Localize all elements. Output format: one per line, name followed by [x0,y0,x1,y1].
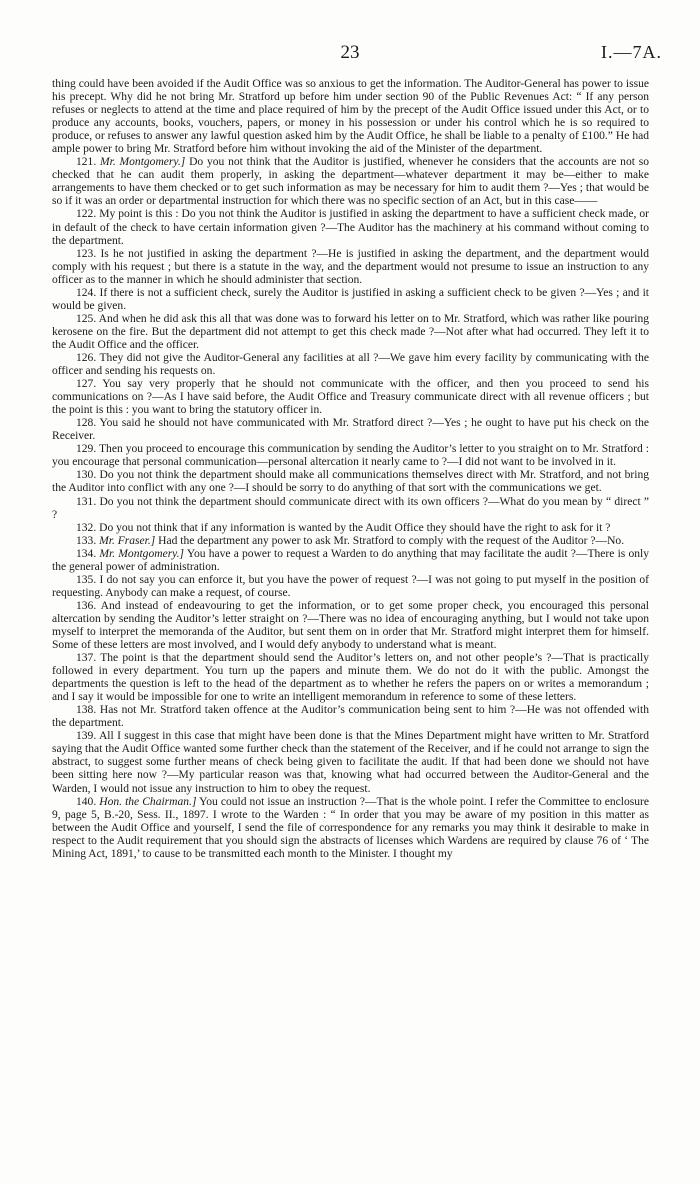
question-paragraph [52,574,649,600]
question-paragraph [52,248,649,287]
question-paragraph [52,796,649,861]
paragraph-text: You say very properly that he should not communicate with the officer, and then you proceed to send his communications on ?—As I have said before, the Audit Office and Treasury communicate direct with all revenue officers ; but the point is this : you want to bring the statutory officer in. [52,378,649,417]
question-number: 121. [76,156,97,169]
question-paragraph [52,535,649,548]
question-number: 131. [76,495,97,508]
paragraph-text: Then you proceed to encourage this communication by sending the Auditor’s letter to you straight on to Mr. Stratford : you encourage that personal communication—personal altercation it nearly came to ?—I did not want to be involved in it. [52,443,649,469]
speaker-label: Mr. Montgomery.] [100,156,186,169]
paragraph-text: You said he should not have communicated with Mr. Stratford direct ?—Yes ; he ought to have put his check on the Receiver. [52,417,649,443]
question-paragraph [52,469,649,495]
question-paragraph [52,378,649,417]
paragraph-text: They did not give the Auditor-General any facilities at all ?—We gave him every facility by communicating with the officer and sending his requests on. [52,351,649,378]
question-number: 138. [76,704,97,717]
speaker-label: Hon. the Chairman.] [99,795,197,808]
question-number: 124. [76,286,97,299]
paragraph-text: All I suggest in this case that might have been done is that the Mines Department might have written to Mr. Stratford saying that the Audit Office wanted some further check than the statement of the Receiver, and if he could not arrange to sign the abstract, to suggest some further means of check being given to facilitate the audit. If that had been done we should not have been sitting here now ?—My particular reason was that, knowing what had occurred between the Auditor-General and the Warden, I would not issue any instruction to him to obey the request. [52,730,650,795]
paragraph-text: Has not Mr. Stratford taken offence at the Auditor’s communication being sent to him ?—He was not offended with the department. [52,704,650,730]
question-paragraph [52,443,649,469]
question-paragraph [52,704,649,730]
question-number: 125. [76,312,97,325]
question-paragraph [52,287,649,313]
question-number: 132. [76,521,97,534]
question-paragraph [52,417,649,443]
question-number: 137. [76,652,97,665]
paragraph-text: Do you not think the department should communicate direct with its own officers ?—What do you mean by “ direct ” ? [52,495,649,521]
question-number: 130. [76,469,97,482]
question-paragraph [52,548,649,574]
paragraph-text: The point is that the department should send the Auditor’s letters on, and not other people’s ?—That is practically followed in every department. You turn up the papers and minute them. We do not do it with the public. Amongst the departments the question is left to the head of the department as to whether he refers the papers on or writes a memorandum ; and I say it would be impossible for one to write an intelligent memorandum in reference to some of these letters. [52,652,649,704]
question-number: 126. [76,351,97,364]
paragraph-text: thing could have been avoided if the Audit Office was so anxious to get the information. The Auditor-General has power to issue his precept. Why did he not bring Mr. Stratford up before him under section 90 of the Public Revenues Act: “ If any person refuses or neglects to attend at the time and place required of him by the precept of the Audit Office issued under this Act, or to produce any accounts, books, vouchers, papers, or money in his possession or under his control which he is so required to produce, or refuses to answer any lawful question asked him by the Audit Office, he shall be liable to a penalty of £100.” He had ample power to bring Mr. Stratford before him without invoking the aid of the Minister of the department. [52,78,649,156]
transcript-body [52,78,649,861]
question-paragraph [52,522,649,535]
paragraph-text: Do you not think the department should make all communications themselves direct with Mr. Stratford, and not bring the Auditor into conflict with any one ?—I should be sorry to do anything of that sort with the communications we get. [52,469,649,495]
question-paragraph [52,730,649,795]
question-number: 139. [76,730,97,743]
question-number: 133. [76,534,97,547]
paragraph-text: If there is not a sufficient check, surely the Auditor is justified in asking a sufficient check to be given ?—Yes ; and it would be given. [52,286,649,312]
paragraph-text: You could not issue an instruction ?—That is the whole point. I refer the Committee to enclosure 9, page 5, B.-20, Sess. II., 1897. I wrote to the Warden : “ In order that you may be aware of my position in this matter as between the Audit Office and yourself, I send the file of correspondence for any remarks you may think it desirable to make in respect to the Audit requirement that you should sign the abstracts of licenses which Wardens are required by clause 76 of ‘ The Mining Act, 1891,’ to cause to be transmitted each month to the Minister. I thought my [52,795,650,860]
question-number: 123. [76,247,97,260]
question-number: 127. [76,378,97,391]
paragraph-text: Do you not think that if any information is wanted by the Audit Office they should have the right to ask for it ? [99,521,611,534]
paragraph-text: Is he not justified in asking the department ?—He is justified in asking the department, and the department would comply with his request ; but there is a statute in the way, and the department would not presume to issue an instruction to any officer as to the manner in which he should administer that section. [52,247,649,286]
question-number: 129. [76,443,97,456]
paragraph-text: You have a power to request a Warden to do anything that may facilitate the audit ?—There is only the general power of administration. [52,547,649,573]
question-paragraph [52,352,649,378]
question-number: 122. [76,208,97,221]
question-number: 135. [76,573,97,586]
question-paragraph [52,156,649,208]
question-paragraph [52,600,649,652]
speaker-label: Mr. Fraser.] [99,534,156,547]
question-number: 128. [76,417,97,430]
paragraph-text: Had the department any power to ask Mr. Stratford to comply with the request of the Auditor ?—No. [158,534,625,547]
paragraph-text: I do not say you can enforce it, but you have the power of request ?—I was not going to put myself in the position of requesting. Anybody can make a request, of course. [52,573,649,599]
question-paragraph [52,652,649,704]
page-number: 23 [340,42,360,63]
question-paragraph [52,313,649,352]
paragraph-text: And instead of endeavouring to get the information, or to get some proper check, you encouraged this personal altercation by sending the Auditor’s letter straight on ?—There was no idea of encouraging anything, but I would not take upon myself to interpret the memoranda of the Auditor, but sent them on in order that Mr. Stratford might interpret them for himself. Some of these letters are most involved, and I would defy anybody to understand what is meant. [52,599,649,652]
question-number: 134. [76,547,97,560]
continued-paragraph [52,78,649,156]
paragraph-text: And when he did ask this all that was done was to forward his letter on to Mr. Stratford, which was rather like pouring kerosene on the fire. But the department did not attempt to get this check made ?—Not after what had occurred. They left it to the Audit Office and the officer. [52,312,649,351]
paragraph-text: Do you not think that the Auditor is justified, whenever he considers that the accounts are not so checked that he can audit them properly, in asking the department—whatever department it may be—either to make arrangements to have them checked or to get such information as may be necessary for him to audit them ?—Yes ; that would be so if it was an order or departmental instruction for which there was no specific section of an Act, but in this case—— [52,156,649,208]
question-number: 136. [76,599,97,612]
question-paragraph [52,208,649,247]
document-reference: I.—7A. [601,42,662,62]
speaker-label: Mr. Montgomery.] [99,547,185,560]
paragraph-text: My point is this : Do you not think the Auditor is justified in asking the department to have a sufficient check made, or in default of the check to have certain information given ?—The Auditor has the machinery at his command without coming to the department. [52,208,650,247]
page-header [0,42,700,66]
question-number: 140. [76,795,97,808]
question-paragraph [52,496,649,522]
